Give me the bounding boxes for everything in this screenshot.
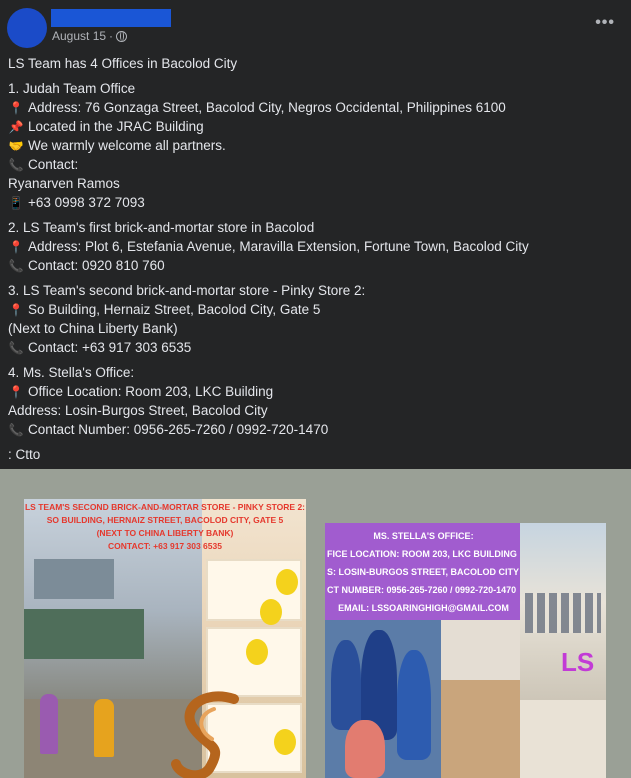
post-header — [0, 0, 631, 52]
globe-icon[interactable] — [116, 31, 127, 42]
author-name[interactable] — [51, 9, 171, 27]
office1-contact-phone: +63 0998 372 7093 — [28, 195, 145, 210]
author-avatar[interactable] — [7, 8, 47, 48]
office4-address: Address: Losin-Burgos Street, Bacolod City — [8, 403, 268, 418]
office1-contact-line — [8, 155, 623, 174]
office1-address: Address: 76 Gonzaga Street, Bacolod City, Negros Occidental, Philippines 6100 — [28, 100, 506, 115]
office3-note: (Next to China Liberty Bank) — [8, 321, 178, 336]
office2-address-line — [8, 237, 623, 256]
flyer-pinky-store-image[interactable] — [24, 499, 306, 778]
post-credit: : Ctto — [8, 447, 41, 462]
pin-icon: 📍 — [8, 385, 24, 399]
post-media — [0, 469, 631, 778]
office1-located-line — [8, 117, 623, 136]
phone-icon: 📞 — [8, 259, 24, 273]
flyer-stella-office-image[interactable] — [325, 523, 606, 778]
pin-icon: 📍 — [8, 101, 24, 115]
pin-icon: 📍 — [8, 303, 24, 317]
post-text — [8, 54, 623, 464]
office1-phone-line — [8, 193, 623, 212]
office1-welcome-line — [8, 136, 623, 155]
office3-contact-line — [8, 338, 623, 357]
office4-location: Office Location: Room 203, LKC Building — [28, 384, 274, 399]
office2-contact-line — [8, 256, 623, 275]
phone-icon: 📞 — [8, 158, 24, 172]
office2-title: 2. LS Team's first brick-and-mortar store in Bacolod — [8, 220, 315, 235]
pushpin-icon: 📌 — [8, 120, 24, 134]
office3-contact: Contact: +63 917 303 6535 — [28, 340, 192, 355]
meta-separator: · — [109, 29, 114, 43]
office1-contact-label: Contact: — [28, 157, 79, 172]
left-flyer-caption: LS TEAM'S SECOND BRICK-AND-MORTAR STORE - PINKY STORE 2: SO BUILDING, HERNAIZ STREET, BACOLOD CITY, GATE 5 (NEXT TO CHINA LIBERTY BANK) CONTACT: +63 917 303 6535 — [24, 502, 306, 551]
office1-contact-name: Ryanarven Ramos — [8, 176, 120, 191]
office1-title: 1. Judah Team Office — [8, 81, 136, 96]
mobile-phone-icon: 📱 — [8, 196, 24, 210]
office1-address-line — [8, 98, 623, 117]
post-meta — [52, 29, 127, 43]
post-date[interactable]: August 15 — [52, 29, 107, 43]
office3-address: So Building, Hernaiz Street, Bacolod City, Gate 5 — [28, 302, 321, 317]
more-options-icon[interactable]: ••• — [595, 14, 615, 31]
phone-icon: 📞 — [8, 423, 24, 437]
office3-address-line — [8, 300, 623, 319]
pin-icon: 📍 — [8, 240, 24, 254]
office4-location-line — [8, 382, 623, 401]
office2-address: Address: Plot 6, Estefania Avenue, Maravilla Extension, Fortune Town, Bacolod City — [28, 239, 529, 254]
office4-title: 4. Ms. Stella's Office: — [8, 365, 135, 380]
office1-located: Located in the JRAC Building — [28, 119, 204, 134]
office3-title: 3. LS Team's second brick-and-mortar store - Pinky Store 2: — [8, 283, 366, 298]
handshake-icon: 🤝 — [8, 139, 24, 153]
post-intro: LS Team has 4 Offices in Bacolod City — [8, 56, 238, 71]
office4-contact-line — [8, 420, 623, 439]
office1-welcome: We warmly welcome all partners. — [28, 138, 226, 153]
right-flyer-caption: MS. STELLA'S OFFICE: FICE LOCATION: ROOM 203, LKC BUILDING S: LOSIN-BURGOS STREET, BACOLOD CITY CT NUMBER: 0956-265-7260 / 0992-720-1470 EMAIL: LSSOARINGHIGH@GMAIL.COM — [327, 531, 520, 613]
ls-logo-icon — [164, 689, 264, 778]
office4-contact: Contact Number: 0956-265-7260 / 0992-720-1470 — [28, 422, 329, 437]
ls-logo-text: LS — [561, 647, 595, 677]
team-photo — [325, 620, 441, 778]
phone-icon: 📞 — [8, 341, 24, 355]
office2-contact: Contact: 0920 810 760 — [28, 258, 165, 273]
